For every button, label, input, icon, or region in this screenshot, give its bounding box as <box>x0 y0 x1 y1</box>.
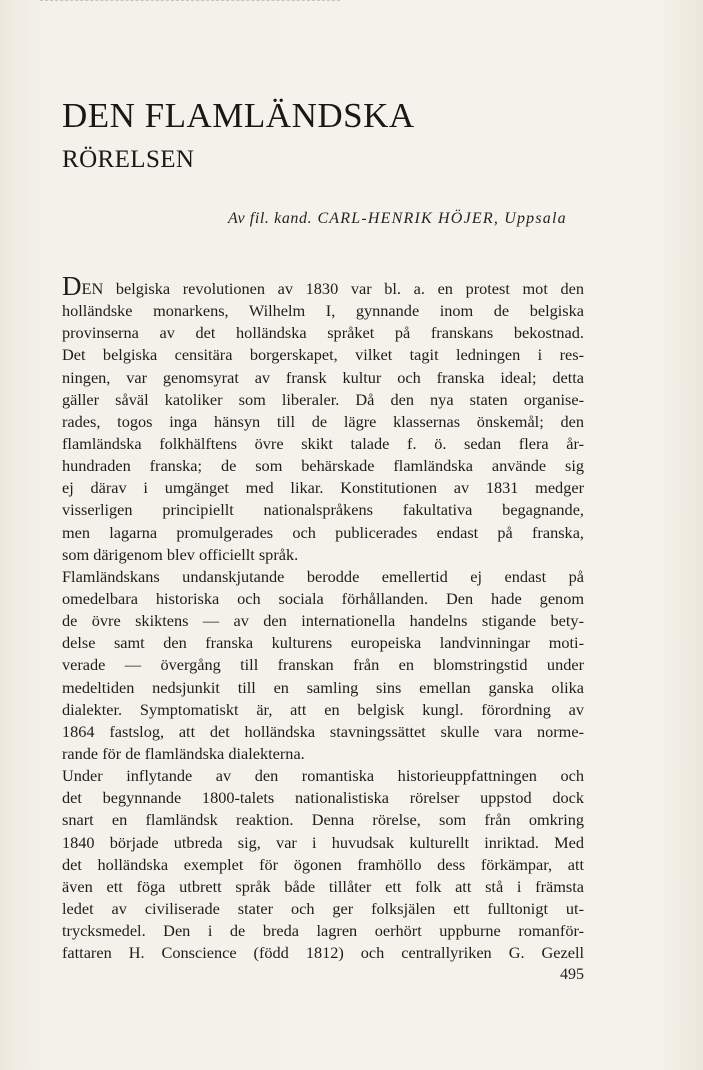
article-title: DEN FLAMLÄNDSKA <box>62 96 415 135</box>
page-number: 495 <box>560 966 584 983</box>
body-line: visserligen principiellt nationalspråkens fakultativa begagnande, <box>62 500 584 520</box>
top-rule <box>40 0 340 2</box>
body-line: även ett föga utbrett språk både tillåter ett folk att stå i främsta <box>62 876 584 896</box>
body-line: verade — övergång till franskan från en blomstringstid under <box>62 655 584 675</box>
article-body <box>62 271 584 964</box>
article-subtitle: RÖRELSEN <box>62 146 195 173</box>
body-line <box>62 566 584 588</box>
body-line: rande för de flamländska dialekterna. <box>62 743 305 763</box>
body-line: men lagarna promulgerades och publicerades endast på franska, <box>62 522 584 542</box>
body-line-text: EN belgiska revolutionen av 1830 var bl. a. en protest mot den <box>81 279 584 298</box>
body-line: omedelbara historiska och sociala förhållanden. Den hade genom <box>62 588 584 608</box>
body-line: delse samt den franska kulturens europeiska landvinningar moti- <box>62 633 584 653</box>
body-line: det holländska exemplet för ögonen framhöllo dess förkämpar, att <box>62 854 584 874</box>
body-line: det begynnande 1800-talets nationalistiska rörelser uppstod dock <box>62 788 584 808</box>
body-line: flamländska folkhälftens övre skikt talade f. ö. sedan flera år- <box>62 433 584 453</box>
body-line: trycksmedel. Den i de breda lagren oerhört uppburne romanför- <box>62 921 584 941</box>
body-line: rades, togos inga hänsyn till de lägre klassernas önskemål; den <box>62 411 584 431</box>
body-line: dialekter. Symptomatiskt är, att en belgisk kungl. förordning av <box>62 699 584 719</box>
body-line: fattaren H. Conscience (född 1812) och centrallyriken G. Gezell <box>62 943 584 963</box>
body-line: medeltiden nedsjunkit till en samling sins emellan ganska olika <box>62 677 584 697</box>
body-line: hundraden franska; de som behärskade flamländska använde sig <box>62 456 584 476</box>
byline <box>228 210 567 228</box>
body-line: de övre skiktens — av den internationella handelns stigande bety- <box>62 611 584 631</box>
body-line: 1840 började utbreda sig, var i huvudsak kulturellt inriktad. Med <box>62 832 584 852</box>
body-line: gäller såväl katoliker som liberaler. Då den nya staten organise- <box>62 389 584 409</box>
body-line: ledet av civiliserade stater och ger folksjälen ett fulltonigt ut- <box>62 898 584 918</box>
body-line: Under inflytande av den romantiska historieuppfattningen och <box>62 766 584 786</box>
body-line: Det belgiska censitära borgerskapet, vilket tagit ledningen i res- <box>62 345 584 365</box>
drop-cap: D <box>62 271 82 301</box>
byline-prefix: Av fil. kand. <box>228 210 313 227</box>
body-line-text: Flamländskans undanskjutande berodde emellertid ej endast på <box>62 566 584 586</box>
body-line: som därigenom blev officiellt språk. <box>62 544 299 564</box>
body-line: snart en flamländsk reaktion. Denna rörelse, som från omkring <box>62 810 584 830</box>
body-line: ningen, var genomsyrat av fransk kultur och franska ideal; detta <box>62 367 584 387</box>
body-line <box>62 271 584 301</box>
byline-author: CARL-HENRIK HÖJER, Uppsala <box>317 210 567 227</box>
body-line: provinserna av det holländska språket på franskans bekostnad. <box>62 323 584 343</box>
body-line: 1864 fastslog, att det holländska stavningssättet skulle vara norme- <box>62 721 584 741</box>
body-line: holländske monarkens, Wilhelm I, gynnande inom de belgiska <box>62 301 584 321</box>
body-line: ej därav i umgänget med likar. Konstitutionen av 1831 medger <box>62 478 584 498</box>
